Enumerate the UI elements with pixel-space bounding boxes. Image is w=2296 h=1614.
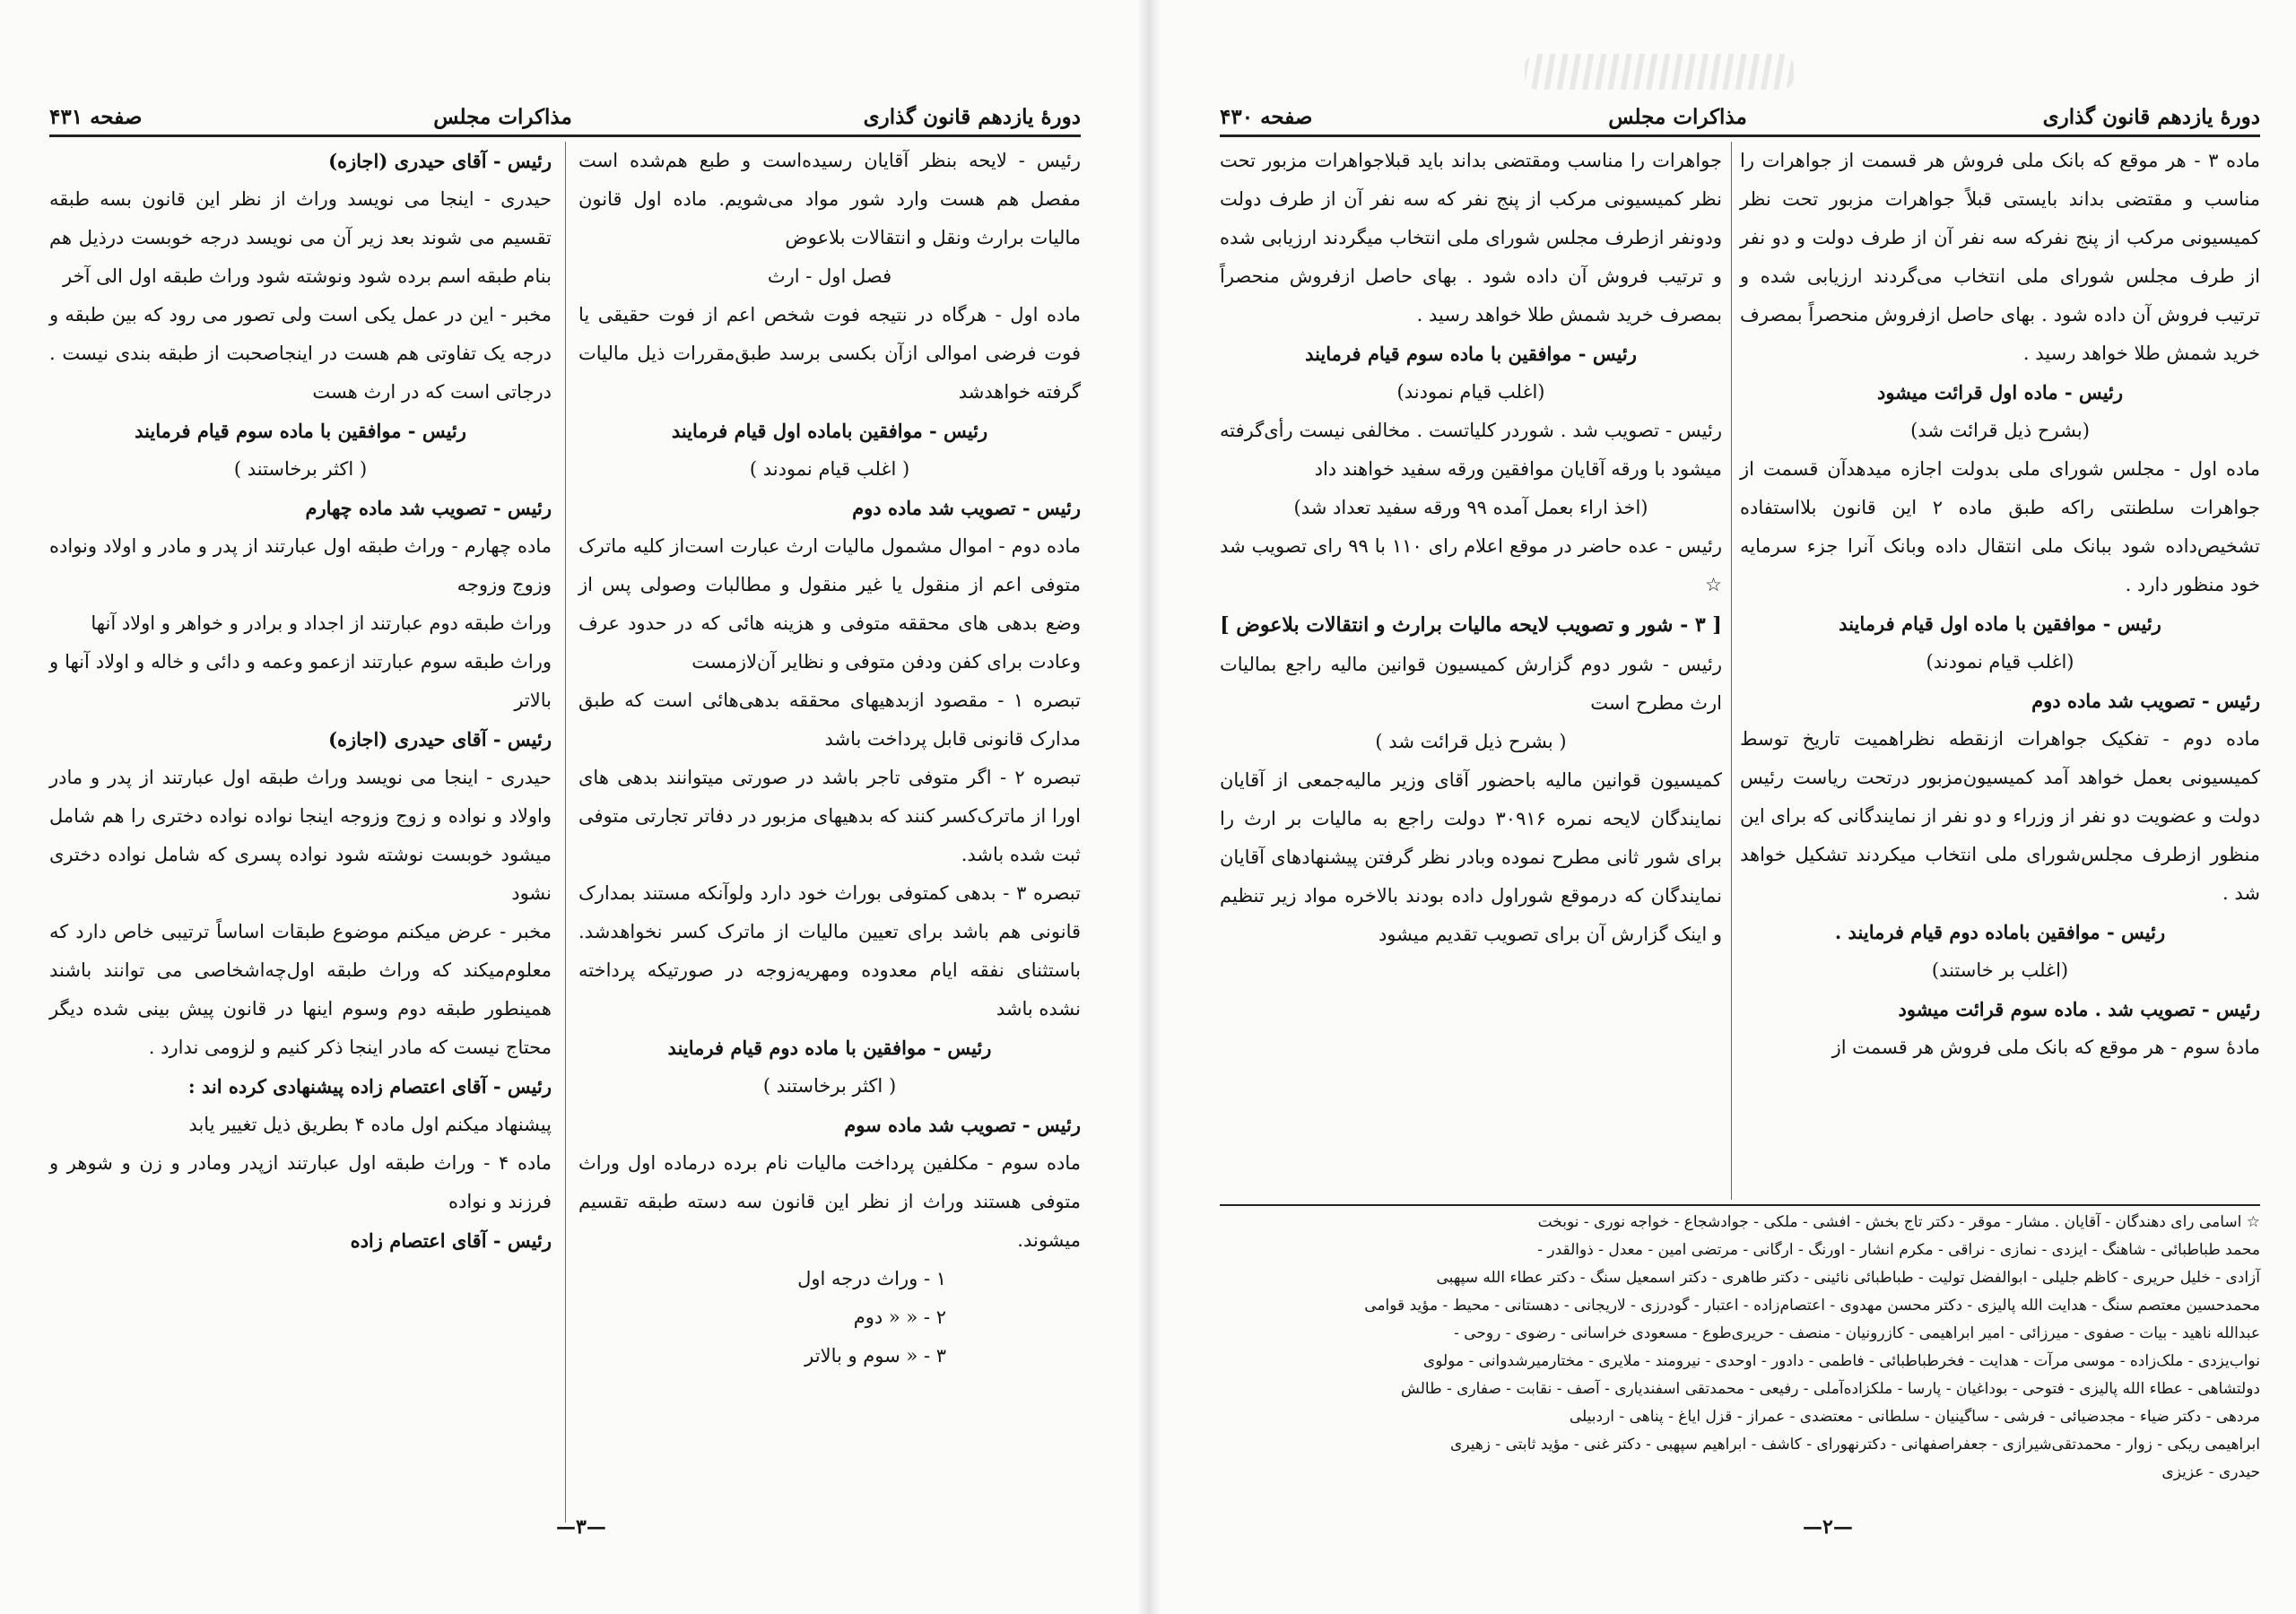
paragraph: رئیس - شور دوم گزارش کمیسیون قوانین مالیه راجع بمالیات ارث مطرح است bbox=[1220, 654, 1722, 714]
paragraph: ماده اول - مجلس شورای ملی بدولت اجازه میدهدآن قسمت از جواهرات سلطنتی راکه طبق ماده ۲ این قانون بلااستفاده تشخیص‌داده شود ببانک ملی انتقال داده وبانک آنرا جزء سرمایه خود منظور دارد . bbox=[1740, 458, 2261, 595]
paragraph: ماده ۳ - هر موقع که بانک ملی فروش هر قسمت از جواهرات را مناسب و مقتضی بداند بایستی قبلاً جواهرات مزبور تحت نظر کمیسیونی مرکب از پنج نفرکه سه نفر آن از طرف دولت و دو نفر از طرف مجلس شورای ملی انتخاب می‌گردند ارزیابی شده و ترتیب فروش آن داده شود . بهای حاصل ازفروش منحصراً بمصرف خرید شمش طلا خواهد رسید . bbox=[1740, 150, 2260, 364]
footnote-line: مرد‌هی - دکتر ضیاء - مجدضیائی - فرشی - ساگینیان - سلطانی - معتضدی - عمراز - قزل ایاغ - پناهی - اردبیلی bbox=[1569, 1408, 2260, 1426]
paragraph: مخبر - عرض میکنم موضوع طبقات اساساً ترتیبی خاص دارد که معلوم‌میکند که وراث طبقه اول‌چه‌اشخاصی می توانند باشند همینطور طبقه دوم وسوم اینها در قانون پیش بینی شده دیگر محتاج نیست که مادر اینجا ذکر کنیم و لزومی ندارد . bbox=[49, 921, 552, 1058]
paragraph: رئیس - عده حاضر در موقع اعلام رای ۱۱۰ با ۹۹ رای تصویب شد ☆ bbox=[1220, 535, 1723, 595]
paragraph: کمیسیون قوانین مالیه باحضور آقای وزیر مالیه‌جمعی از آقایان نمایندگان لایحه نمره ۳۰۹۱۶ دولت راجع به مالیات بر ارث را برای شور ثانی مطرح نموده وبادر نظر گرفتن پیشنهادهای آقایان نمایندگان که درموقع شوراول داده بودند بالاخره مواد زیر تنظیم و اینک گزارش آن برای تصویب تقدیم میشود bbox=[1220, 769, 1722, 945]
header-page-label: صفحه ۴۳۰ bbox=[1220, 105, 1313, 129]
paragraph: ماده دوم - اموال مشمول مالیات ارث عبارت است‌از کلیه ماترک متوفی اعم از منقول یا غیر منقول و مطالبات وصولی پس از وضع بدهی های محققه متوفی و هزینه هائی که در حدود عرف وعادت برای کفن ودفن متوفی و نظایر آن‌لازمست bbox=[578, 535, 1081, 672]
footnote-line: ابراهیمی ریکی - زوار - محمدتقی‌شیرازی - جعفراصفهانی - دکتر‌نهورای - کاشف - ابراهیم سپهبی - دکتر غنی - مؤید ثابتی - زهیری bbox=[1450, 1436, 2260, 1453]
text-column-left bbox=[1220, 142, 1722, 954]
paragraph: مادهٔ سوم - هر موقع که بانک ملی فروش هر قسمت از bbox=[1831, 1037, 2260, 1058]
paragraph: ( اکثر برخاستند ) bbox=[762, 1075, 897, 1097]
speaker-line: رئیس - تصویب شد . ماده سوم قرائت میشود bbox=[1898, 998, 2260, 1020]
header-session-title: دورهٔ یازدهم قانون گذاری bbox=[2042, 105, 2260, 129]
speaker-line: رئیس - ماده اول قرائت میشود bbox=[1876, 381, 2124, 404]
text-column-right bbox=[1740, 142, 2260, 1067]
footnote-line: محمد طباطبائی - شاهنگ - ایزدی - نمازی - نراقی - مکرم انشار - اورنگ - ارگانی - مرتضی امین - معدل - ذوالقدر - bbox=[1537, 1241, 2260, 1259]
speaker-line: رئیس - تصویب شد ماده دوم bbox=[2031, 690, 2260, 712]
footnote-line: عبدالله ناهید - بیات - صفوی - میرزائی - امیر ابراهیمی - کازرونیان - منصف - حریری‌طوع - مسعودی خراسانی - رضوی - روحی - bbox=[1454, 1324, 2260, 1342]
paragraph: ماده دوم - تفکیک جواهرات ازنقطه نظراهمیت تاریخ توسط کمیسیونی بعمل خواهد آمد کمیسیون‌مزبور درتحت ریاست رئیس دولت و عضویت دو نفر از وزراء و دو نفر از نمایندگانی که برای این منظور ازطرف مجلس‌شورای ملی انتخاب میکردند تشکیل خواهد شد . bbox=[1740, 728, 2260, 904]
paragraph: فصل اول - ارث bbox=[767, 265, 892, 287]
speaker-line: رئیس - تصویب شد ماده دوم bbox=[852, 497, 1081, 519]
column-left-upper bbox=[1220, 142, 1722, 604]
speaker-line: رئیس - آقای حیدری (اجازه) bbox=[328, 728, 552, 751]
column-divider bbox=[1731, 142, 1732, 1200]
speaker-line: رئیس - موافقین با ماده دوم قیام فرمایند bbox=[667, 1037, 992, 1059]
header-center-title: مذاکرات مجلس bbox=[1608, 105, 1747, 129]
paragraph: ماده ۴ - وراث طبقه اول عبارتند ازپدر ومادر و زن و شوهر و فرزند و نواده bbox=[49, 1152, 552, 1212]
paragraph: ۳ - « سوم و بالاتر bbox=[804, 1345, 946, 1367]
paragraph: پیشنهاد میکنم اول ماده ۴ بطریق ذیل تغییر یابد bbox=[188, 1114, 552, 1135]
footnote-line: حیدری - عزیزی bbox=[2161, 1463, 2260, 1481]
paragraph: (اغلب قیام نمودند) bbox=[1396, 381, 1545, 403]
paragraph: ماده اول - هرگاه در نتیجه فوت شخص اعم از فوت حقیقی یا فوت فرضی اموالی ازآن بکسی برسد طبق‌مقررات ذیل مالیات گرفته خواهدشد bbox=[578, 304, 1081, 403]
speaker-line: رئیس - آقای اعتصام زاده پیشنهادی کرده اند : bbox=[187, 1075, 552, 1098]
text-column-right bbox=[578, 142, 1081, 1375]
paragraph: وراث طبقه دوم عبارتند از اجداد و برادر و خواهر و اولاد آنها bbox=[91, 612, 552, 634]
speaker-line: رئیس - آقای اعتصام زاده bbox=[350, 1229, 552, 1252]
speaker-line: رئیس - موافقین با ماده سوم قیام فرمایند bbox=[135, 420, 466, 442]
speaker-line: رئیس - موافقین باماده دوم قیام فرمایند . bbox=[1834, 921, 2166, 943]
footnote-line: ☆ اسامی رای دهندگان - آقایان . مشار - موقر - دکتر تاج بخش - افشی - ملکی - جواد‌شجاع - خواجه نوری - نوبخت bbox=[1537, 1213, 2260, 1231]
paragraph: حیدری - اینجا می نویسد وراث از نظر این قانون بسه طبقه تقسیم می شوند بعد زیر آن می نویسد درجه خوبست درذیل هم بنام طبقه اسم برده شود ونوشته شود وراث طبقه اول الی آخر bbox=[49, 188, 552, 287]
paragraph: (اخذ اراء بعمل آمده ۹۹ ورقه سفید تعداد شد) bbox=[1293, 497, 1648, 518]
speaker-line: رئیس - تصویب شد ماده چهارم bbox=[305, 497, 552, 519]
text-column-left bbox=[49, 142, 552, 1260]
paragraph: مخبر - این در عمل یکی است ولی تصور می رود که بین طبقه و درجه یک تفاوتی هم هست در اینجاصحبت از طبقه بندی نیست . درجاتی است که در ارث هست bbox=[49, 304, 552, 403]
paragraph: ( اغلب قیام نمودند ) bbox=[749, 458, 910, 480]
paragraph: ۲ - « « دوم bbox=[853, 1306, 946, 1328]
paragraph: رئیس - تصویب شد . شوردر کلیاتست . مخالفی نیست رأی‌گرفته میشود با ورقه آقایان موافقین ورقه سفید خواهند داد bbox=[1220, 420, 1722, 480]
column-divider bbox=[565, 142, 566, 1523]
paragraph: (بشرح ذیل قرائت شد) bbox=[1910, 420, 2090, 441]
paragraph: ماده سوم - مکلفین پرداخت مالیات نام برده درماده اول وراث متوفی هستند وراث از نظر این قانون سه دسته طبقه تقسیم میشوند. bbox=[578, 1152, 1081, 1251]
header-page-label: صفحه ۴۳۱ bbox=[49, 105, 143, 129]
footnote-rule bbox=[1220, 1204, 2260, 1206]
page-header bbox=[49, 88, 1081, 129]
paragraph: تبصره ۱ - مقصود ازبدهیهای محققه بدهی‌هائی است که طبق مدارک قانونی قابل پرداخت باشد bbox=[578, 690, 1081, 750]
paragraph: جواهرات را مناسب ومقتضی بداند باید قبلاجواهرات مزبور تحت نظر کمیسیونی مرکب از پنج نفر که سه نفر آن از طرف دولت ودونفر ازطرف مجلس شورای ملی انتخاب میگردند ارزیابی شده و ترتیب فروش آن داده شود . بهای حاصل ازفروش منحصراً بمصرف خرید شمش طلا خواهد رسید . bbox=[1220, 150, 1722, 325]
speaker-line: رئیس - موافقین باماده اول قیام فرمایند bbox=[671, 420, 988, 442]
speaker-line: رئیس - آقای حیدری (اجازه) bbox=[328, 150, 552, 172]
paragraph: تبصره ۳ - بدهی کمتوفی بوراث خود دارد ولوآنکه مستند بمدارک قانونی هم باشد برای تعیین مالیات از ماترک کسر نخواهدشد. باستثنای نفقه ایام معدوده ومهریه‌زوجه در صورتیکه پرداخته نشده باشد bbox=[578, 882, 1081, 1020]
paragraph: ( اکثر برخاستند ) bbox=[233, 458, 368, 480]
footnote-line: محمدحسین معتصم سنگ - هدایت الله پالیزی - دکتر محسن مهدوی - اعتصام‌زاده - اعتبار - گودرزی - لاریجانی - دهستانی - محیط - مؤید قوامی bbox=[1364, 1297, 2260, 1315]
page-number: —۳— bbox=[556, 1515, 606, 1539]
paragraph: ماده چهارم - وراث طبقه اول عبارتند از پدر و مادر و اولاد ونواده وزوج وزوجه bbox=[49, 535, 552, 595]
column-left-lower bbox=[1220, 646, 1722, 954]
paragraph: وراث طبقه سوم عبارتند ازعمو وعمه و دائی و خاله و اولاد آنها و بالاتر bbox=[49, 651, 552, 711]
footnote-line: دولتشاهی - عطاء الله پالیزی - فتوحی - بوداغیان - پارسا - ملکزاده‌آملی - رفیعی - محمدتقی اسفندیاری - آصف - نقابت - صفاری - طالش bbox=[1401, 1380, 2260, 1398]
speaker-line: رئیس - موافقین با ماده اول قیام فرمایند bbox=[1839, 612, 2161, 635]
header-rule bbox=[1220, 134, 2260, 137]
footnote-line: نواب‌یزدی - ملک‌زاده - موسی مرآت - هدایت - فخرطباطبائی - فاطمی - دادور - اوحدی - نیرومند - ملایری - مختارمیرشدوانی - مولوی bbox=[1422, 1352, 2260, 1370]
page-430 bbox=[1148, 0, 2296, 1614]
paragraph: ۱ - وراث درجه اول bbox=[797, 1268, 946, 1289]
speaker-line: رئیس - موافقین با ماده سوم قیام فرمایند bbox=[1305, 343, 1637, 365]
section-title: [ ۳ - شور و تصویب لایحه مالیات برارث و انتقالات بلاعوض ] bbox=[1220, 613, 1722, 637]
voters-footnote bbox=[1220, 1209, 2260, 1487]
paragraph: رئیس - لایحه بنظر آقایان رسیده‌است و طبع هم‌شده است مفصل هم هست وارد شور مواد می‌شویم. ماده اول قانون مالیات برارث ونقل و انتقالات بلاعوض bbox=[578, 150, 1081, 248]
footnote-line: آزادی - خلیل حریری - کاظم جلیلی - ابوالفضل تولیت - طباطبائی نائینی - دکتر طاهری - دکتر اسمعیل سنگ - دکتر عطاء الله سپهبی bbox=[1436, 1269, 2260, 1287]
paragraph: (اغلب قیام نمودند) bbox=[1926, 651, 2074, 672]
paragraph: (اغلب بر خاستند) bbox=[1931, 959, 2069, 981]
paragraph: تبصره ۲ - اگر متوفی تاجر باشد در صورتی میتوانند بدهی های اورا از ماترک‌کسر کنند که بدهیهای مزبور در دفاتر تجارتی متوفی ثبت شده باشد. bbox=[578, 767, 1081, 865]
faded-stamp bbox=[1525, 54, 1794, 90]
paragraph: ( بشرح ذیل قرائت شد ) bbox=[1375, 731, 1567, 752]
header-session-title: دورهٔ یازدهم قانون گذاری bbox=[863, 105, 1081, 129]
page-header bbox=[1220, 88, 2260, 129]
paragraph: حیدری - اینجا می نویسد وراث طبقه اول عبارتند از پدر و مادر واولاد و نواده و زوج وزوجه اینجا نواده نواده دختری را هم شامل میشود خوبست نوشته شود نواده پسری که شامل نواده دختری نشود bbox=[49, 767, 552, 904]
speaker-line: رئیس - تصویب شد ماده سوم bbox=[844, 1114, 1081, 1136]
header-rule bbox=[49, 134, 1081, 137]
header-center-title: مذاکرات مجلس bbox=[433, 105, 572, 129]
page-number: —۲— bbox=[1803, 1515, 1853, 1539]
